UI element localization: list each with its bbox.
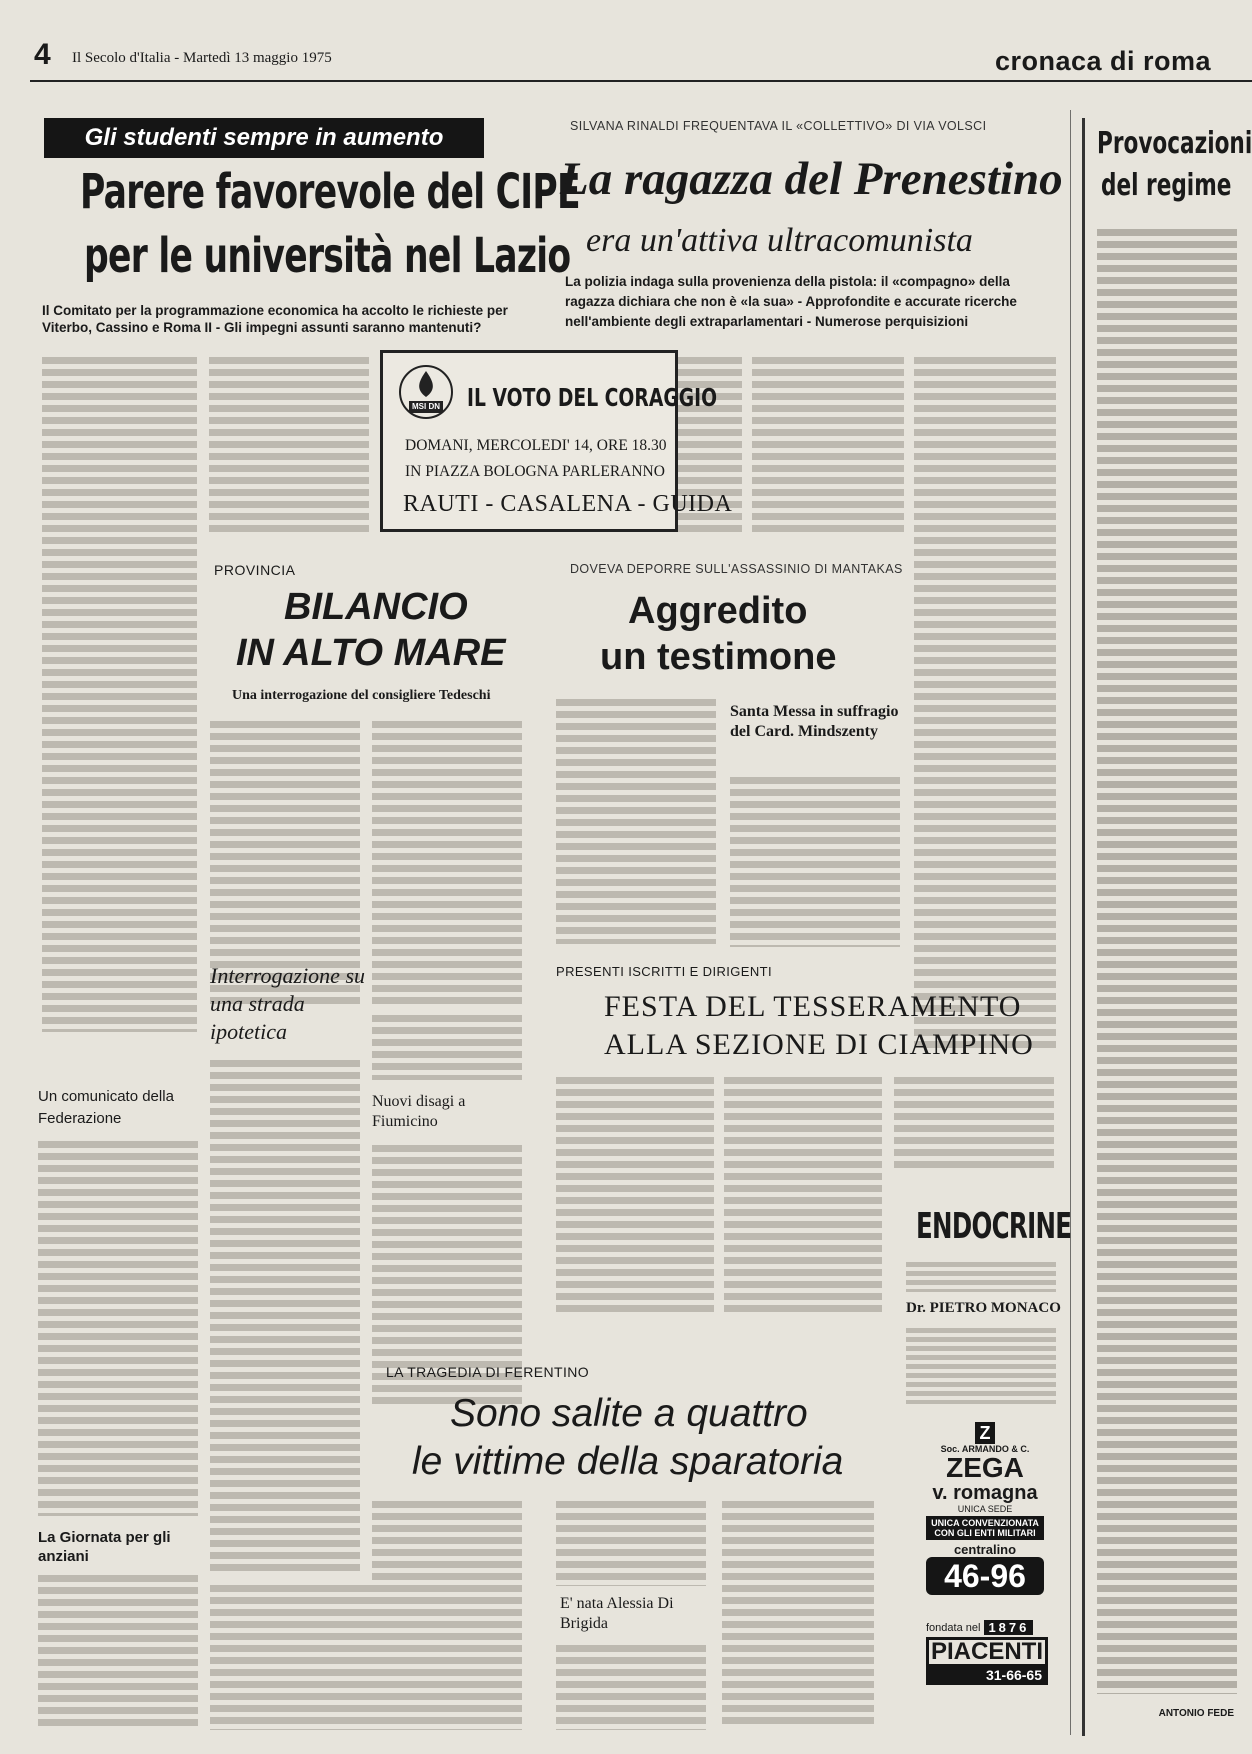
zega-phone: 46-96 [926,1557,1044,1595]
piacenti-founded: fondata nel [926,1621,981,1634]
ferentino-headline-2: le vittime della sparatoria [412,1440,844,1483]
cipe-headline-2: per le università nel Lazio [84,228,571,284]
bilancio-headline-1: BILANCIO [284,586,468,628]
coraggio-line2: IN PIAZZA BOLOGNA PARLERANNO [405,463,665,480]
giornata-body [38,1570,198,1730]
provocazioni-headline-1: Provocazioni [1097,126,1252,161]
fiumicino-headline: Nuovi disagi a Fiumicino [372,1093,466,1130]
zega-brand: ZEGA [946,1452,1024,1483]
endocrine-title: ENDOCRINE [916,1206,1072,1247]
zega-ad [926,1422,1044,1607]
messa-body [730,772,900,947]
aggredito-headline-1: Aggredito [628,590,808,632]
interrogazione-body-2 [372,1010,522,1080]
ferentino-body-col2 [556,1496,706,1586]
giornata-headline: La Giornata per gli anziani [38,1529,171,1565]
zega-owner: Soc. ARMANDO & C. [940,1444,1030,1454]
endocrine-doctor: Dr. PIETRO MONACO [906,1300,1061,1316]
cipe-headline-1: Parere favorevole del CIPE [80,164,580,220]
piacenti-ad [926,1620,1048,1686]
cipe-body-col2 [209,352,369,532]
coraggio-title: IL VOTO DEL CORAGGIO [467,383,718,412]
coraggio-ad [380,350,733,532]
section-title: cronaca di roma [995,46,1212,76]
ferentino-body-col3 [722,1496,874,1726]
interrogazione-body [210,1055,360,1575]
piacenti-name: PIACENTI [926,1637,1048,1667]
provocazioni-body [1097,224,1237,1694]
zega-line3: CON GLI ENTI MILITARI [934,1528,1036,1538]
page-number: 4 [34,38,51,71]
coraggio-speakers: RAUTI - CASALENA - GUIDA [403,491,733,517]
bilancio-body-col2 [372,716,522,1006]
bilancio-kicker: PROVINCIA [214,562,296,578]
prenestino-kicker: SILVANA RINALDI FREQUENTAVA IL «COLLETTIVO» DI VIA VOLSCI [570,119,987,133]
comunicato-body [38,1136,198,1516]
zega-label: centralino [953,1542,1017,1557]
aggredito-headline-2: un testimone [600,636,837,678]
prenestino-body-col2 [752,352,904,532]
dateline: Il Secolo d'Italia - Martedì 13 maggio 1975 [72,50,332,66]
piacenti-phone-bar [926,1667,1048,1685]
messa-headline: Santa Messa in suffragio del Card. Mindszenty [730,703,899,740]
zega-line1: UNICA SEDE [957,1504,1013,1514]
zega-logo-icon: Z [975,1422,995,1444]
endocrine-ad [902,1200,1072,1410]
piacenti-phone: 31-66-65 [985,1667,1042,1683]
ciampino-body-col2 [724,1072,882,1312]
aggredito-body [556,694,716,944]
endocrine-body-2 [906,1324,1056,1404]
cipe-deck: Il Comitato per la programmazione economica ha accolto le richieste per Viterbo, Cassino e Roma II - Gli impegni assunti saranno mantenuti? [42,303,508,335]
zega-line2: UNICA CONVENZIONATA [931,1518,1039,1528]
cipe-body-col1 [42,352,197,1032]
column-rule [1070,110,1071,1735]
header-rule [30,80,1252,82]
cipe-kicker: Gli studenti sempre in aumento [84,124,444,151]
ciampino-headline-1: FESTA DEL TESSERAMENTO [604,990,1022,1023]
prenestino-headline-2: era un'attiva ultracomunista [586,222,973,259]
flame-logo-text: MSI DN [412,402,440,411]
provocazioni-byline: ANTONIO FEDE [1158,1708,1234,1719]
provocazioni-box [1082,118,1252,1736]
bilancio-deck: Una interrogazione del consigliere Tedeschi [232,688,491,703]
flame-logo-icon [397,363,455,425]
nata-headline: E' nata Alessia Di Brigida [560,1595,674,1632]
ciampino-headline-2: ALLA SEZIONE DI CIAMPINO [604,1028,1034,1061]
ciampino-kicker: PRESENTI ISCRITTI E DIRIGENTI [556,964,773,979]
prenestino-headline-1: La ragazza del Prenestino [560,153,1063,205]
ferentino-kicker: LA TRAGEDIA DI FERENTINO [386,1364,590,1380]
prenestino-deck: La polizia indaga sulla provenienza della pistola: il «compagno» della ragazza dichiara che non è «la sua» - Approfondite e accurate ricerche nell'ambiente degli extraparlamentari - Numerose perquisizioni [565,274,1017,329]
piacenti-year: 1876 [984,1620,1033,1635]
interrogazione-headline: Interrogazione su una strada ipotetica [210,963,366,1044]
provocazioni-headline-2: del regime [1101,168,1232,203]
ferentino-headline-1: Sono salite a quattro [450,1392,808,1435]
coraggio-line1: DOMANI, MERCOLEDI' 14, ORE 18.30 [405,437,667,454]
zega-street: v. romagna [932,1482,1038,1504]
endocrine-body-1 [906,1258,1056,1292]
ciampino-body-col3 [894,1072,1054,1172]
cipe-kicker-box [44,118,484,158]
ciampino-body-col1 [556,1072,714,1312]
piacenti-top [926,1620,1048,1635]
aggredito-kicker: DOVEVA DEPORRE SULL'ASSASSINIO DI MANTAKAS [570,562,903,576]
ferentino-body-col1 [372,1496,522,1606]
bilancio-headline-2: IN ALTO MARE [236,632,506,674]
nata-body [556,1640,706,1730]
prenestino-body-col3 [914,352,1056,1052]
comunicato-headline: Un comunicato della Federazione [38,1088,174,1127]
zega-band [926,1516,1044,1540]
